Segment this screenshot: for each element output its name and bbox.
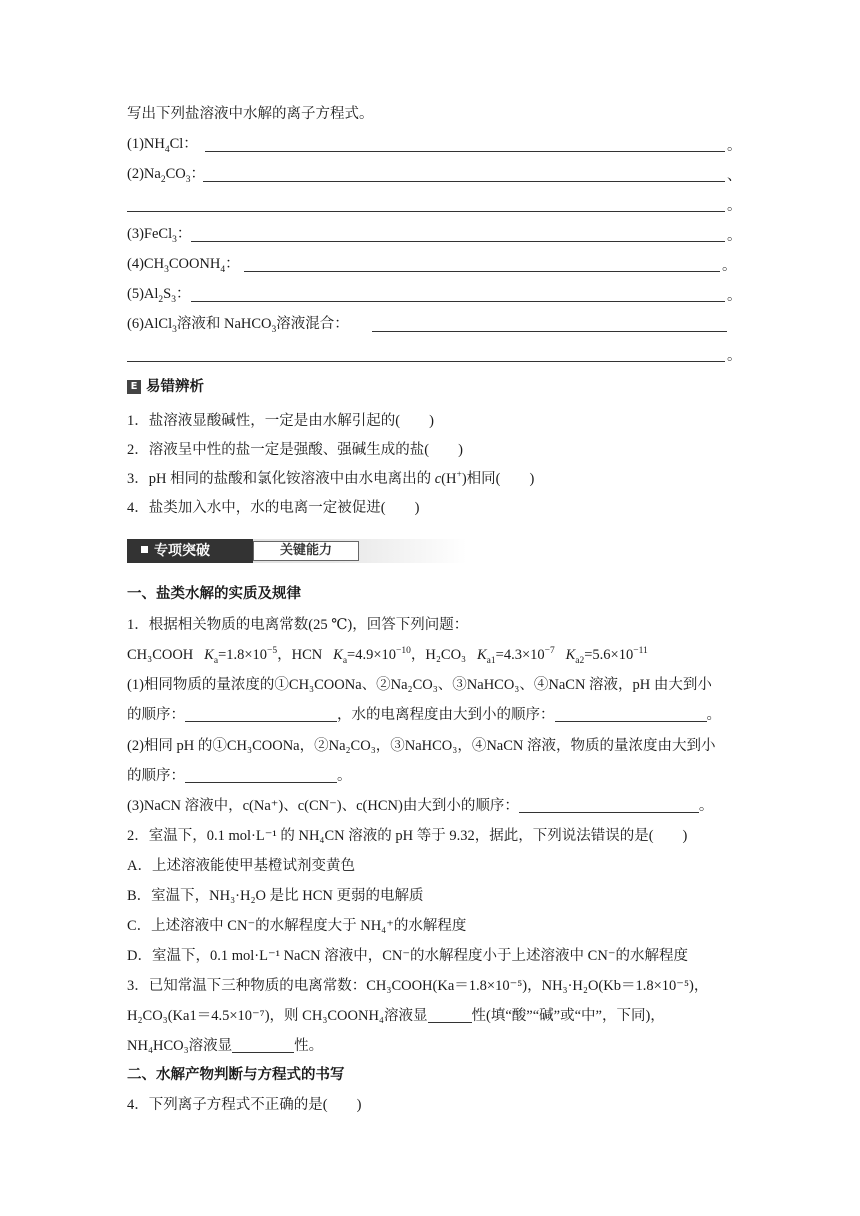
answer-line-3[interactable] xyxy=(191,226,725,242)
answer-line-2b[interactable] xyxy=(127,196,725,212)
ionization-constants: CH₃COOH $K_a=1.8\times 10^{-5}$，HCN $K_a=4.9\times 10^{-10}$，H₂CO₃ $K_{a1}=4.3\times 10^{-7}$ $K_{a2}=5.6\times 10^{-11}$ xyxy=(127,646,648,666)
comma-mark: 、 xyxy=(727,168,742,184)
yicuo-item-3: 3．pH 相同的盐酸和氯化铵溶液中由水电离出的 c(H+)相同( ) xyxy=(127,470,535,487)
banner-label-sub: 关键能力 xyxy=(253,541,359,561)
yicuo-item-2: 2．溶液呈中性的盐一定是强酸、强碱生成的盐( ) xyxy=(127,442,463,458)
question-3: (3)FeCl$_3$： xyxy=(127,226,192,245)
answer-blank[interactable] xyxy=(232,1038,294,1053)
yicuo-item-4: 4．盐类加入水中，水的电离一定被促进( ) xyxy=(127,500,420,516)
answer-blank[interactable] xyxy=(555,707,707,722)
answer-line-4[interactable] xyxy=(244,256,720,272)
question-4: $(4)CH_3COONH_4$： xyxy=(127,256,240,275)
answer-blank[interactable] xyxy=(519,798,699,813)
intro-title: 写出下列盐溶液中水解的离子方程式。 xyxy=(127,106,374,122)
square-bullet-icon xyxy=(141,546,148,553)
section1-title: 一、盐类水解的实质及规律 xyxy=(127,586,301,602)
answer-line-2a[interactable] xyxy=(203,166,725,182)
problem-3-line2: H₂CO₃(Ka1＝4.5×10⁻⁷)，则 CH₃COONH₄溶液显 性(填“酸”“碱”或“中”，下同)， xyxy=(127,1008,665,1024)
problem-4-stem: 4．下列离子方程式不正确的是( ) xyxy=(127,1097,362,1113)
answer-line-6b[interactable] xyxy=(127,346,725,362)
answer-line-1[interactable] xyxy=(205,136,725,152)
question-5: $(5)Al_2S_3$： xyxy=(127,286,191,305)
period-mark: 。 xyxy=(727,138,742,154)
banner-label-main: 专项突破 xyxy=(127,539,253,563)
question-2: $(2)Na_2CO_3$： xyxy=(127,166,205,185)
answer-blank[interactable] xyxy=(185,707,337,722)
answer-line-6a[interactable] xyxy=(372,316,727,332)
period-mark: 。 xyxy=(727,288,742,304)
period-mark: 。 xyxy=(727,348,742,364)
e-letter-icon: E xyxy=(127,380,141,394)
problem-3-line1: 3．已知常温下三种物质的电离常数：CH₃COOH(Ka＝1.8×10⁻⁵)，NH₃·H₂O(Kb＝1.8×10⁻⁵)， xyxy=(127,978,709,994)
section-banner xyxy=(127,539,467,563)
yicuo-item-1: 1．盐溶液显酸碱性，一定是由水解引起的( ) xyxy=(127,413,434,429)
question-6: (6)AlCl$_3$溶液和 NaHCO$_3$溶液混合： xyxy=(127,316,349,335)
option-b: B．室温下，NH₃·H₂O 是比 HCN 更弱的电解质 xyxy=(127,888,424,904)
period-mark: 。 xyxy=(722,258,737,274)
problem-3-line3: NH₄HCO₃溶液显 性。 xyxy=(127,1038,324,1054)
problem-1-stem: 1．根据相关物质的电离常数(25 ℃)，回答下列问题： xyxy=(127,617,469,633)
sub-question-2b: 的顺序： 。 xyxy=(127,768,352,784)
problem-2-stem: 2．室温下，0.1 mol·L⁻¹ 的 NH₄CN 溶液的 pH 等于 9.32，据此，下列说法错误的是( ) xyxy=(127,828,688,844)
option-a: A．上述溶液能使甲基橙试剂变黄色 xyxy=(127,858,355,874)
period-mark: 。 xyxy=(727,228,742,244)
yicuo-title: 易错辨析 xyxy=(146,379,204,395)
answer-blank[interactable] xyxy=(428,1008,472,1023)
sub-question-1b: 的顺序： ，水的电离程度由大到小的顺序： 。 xyxy=(127,707,721,723)
option-c: C．上述溶液中 CN⁻的水解程度大于 NH₄⁺的水解程度 xyxy=(127,918,467,934)
section2-title: 二、水解产物判断与方程式的书写 xyxy=(127,1067,345,1083)
option-d: D．室温下，0.1 mol·L⁻¹ NaCN 溶液中，CN⁻的水解程度小于上述溶液中 CN⁻的水解程度 xyxy=(127,948,688,964)
answer-blank[interactable] xyxy=(185,768,337,783)
sub-question-3: (3)NaCN 溶液中，c(Na⁺)、c(CN⁻)、c(HCN)由大到小的顺序： 。 xyxy=(127,798,714,814)
question-1: $(1)NH_4Cl$： xyxy=(127,136,198,155)
answer-line-5[interactable] xyxy=(191,286,725,302)
sub-question-2a: (2)相同 pH 的①CH₃COONa，②Na₂CO₃，③NaHCO₃，④NaCN 溶液，物质的量浓度由大到小 xyxy=(127,738,716,754)
sub-question-1a: (1)相同物质的量浓度的①CH₃COONa、②Na₂CO₃、③NaHCO₃、④NaCN 溶液，pH 由大到小 xyxy=(127,677,712,693)
period-mark: 。 xyxy=(727,198,742,214)
